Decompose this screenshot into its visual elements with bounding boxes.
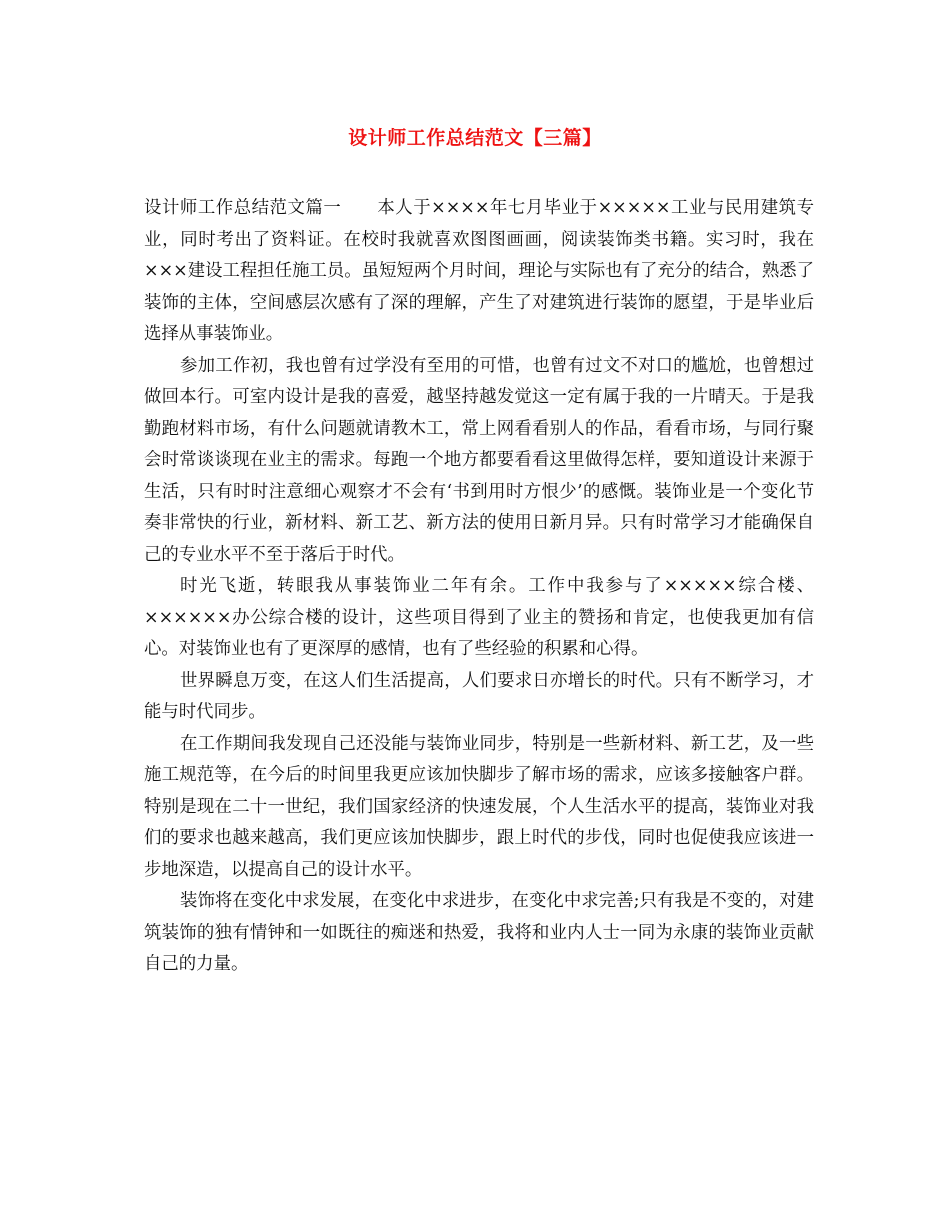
paragraph-1 bbox=[144, 193, 814, 351]
paragraph-4: 世界瞬息万变，在这人们生活提高，人们要求日亦增长的时代。只有不断学习，才能与时代同步。 bbox=[144, 670, 814, 722]
section-heading: 设计师工作总结范文篇一 bbox=[144, 198, 342, 218]
paragraph-1-text: 本人于××××年七月毕业于×××××工业与民用建筑专业，同时考出了资料证。在校时我就喜欢图图画画，阅读装饰类书籍。实习时，我在×××建设工程担任施工员。虽短短两个月时间，理论与实际也有了充分的结合，熟悉了装饰的主体，空间感层次感有了深的理解，产生了对建筑进行装饰的愿望，于是毕业后选择从事装饰业。 bbox=[144, 198, 814, 344]
paragraph-5: 在工作期间我发现自己还没能与装饰业同步，特别是一些新材料、新工艺，及一些施工规范等，在今后的时间里我更应该加快脚步了解市场的需求，应该多接触客户群。特别是现在二十一世纪，我们国家经济的快速发展，个人生活水平的提高，装饰业对我们的要求也越来越高，我们更应该加快脚步，跟上时代的步伐，同时也促使我应该进一步地深造，以提高自己的设计水平。 bbox=[144, 733, 814, 880]
paragraph-6: 装饰将在变化中求发展，在变化中求进步，在变化中求完善;只有我是不变的，对建筑装饰的独有情钟和一如既往的痴迷和热爱，我将和业内人士一同为永康的装饰业贡献自己的力量。 bbox=[144, 891, 814, 974]
paragraph-2: 参加工作初，我也曾有过学没有至用的可惜，也曾有过文不对口的尴尬，也曾想过做回本行。可室内设计是我的喜爱，越坚持越发觉这一定有属于我的一片晴天。于是我勤跑材料市场，有什么问题就请教木工，常上网看看别人的作品，看看市场，与同行聚会时常谈谈现在业主的需求。每跑一个地方都要看看这里做得怎样，要知道设计来源于生活，只有时时注意细心观察才不会有‘书到用时方恨少’的感慨。装饰业是一个变化节奏非常快的行业，新材料、新工艺、新方法的使用日新月异。只有时常学习才能确保自己的专业水平不至于落后于时代。 bbox=[144, 355, 814, 565]
document-body bbox=[144, 193, 814, 981]
document-title: 设计师工作总结范文【三篇】 bbox=[348, 127, 602, 149]
paragraph-3: 时光飞逝，转眼我从事装饰业二年有余。工作中我参与了×××××综合楼、××××××办公综合楼的设计，这些项目得到了业主的赞扬和肯定，也使我更加有信心。对装饰业也有了更深厚的感情，也有了些经验的积累和心得。 bbox=[144, 576, 814, 659]
